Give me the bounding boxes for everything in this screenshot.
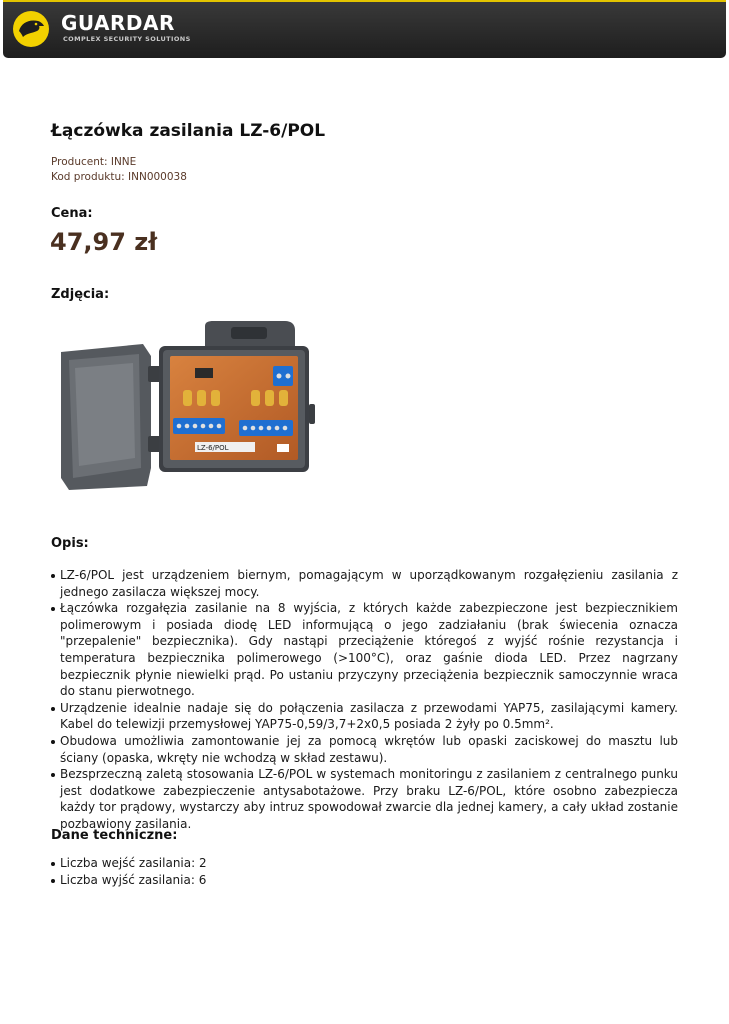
list-item: LZ-6/POL jest urządzeniem biernym, pomagającym w uporządkowanym rozgałęzieniu zasilania z jednego zasilacza większej mocy. bbox=[51, 567, 678, 600]
specs-label: Dane techniczne: bbox=[51, 828, 178, 843]
specs-list bbox=[51, 855, 207, 889]
brand-tagline: COMPLEX SECURITY SOLUTIONS bbox=[63, 35, 191, 43]
product-meta bbox=[51, 155, 187, 185]
list-item: Łączówka rozgałęzia zasilanie na 8 wyjścia, z których każde zabezpieczone jest bezpiecznikiem polimerowym i posiada diodę LED informującą o jego zadziałaniu (brak świecenia oznacza "przepalenie" bezpiecznika). Gdy nastąpi przeciążenie któregoś z wyjść rośnie rezystancja i temperatura bezpiecznika polimerowego (>100°C), oraz gaśnie dioda LED. Przez nagrzany bezpiecznik płynie niewielki prąd. Po ustaniu przyczyny przeciążenia bezpiecznik samoczynnie wraca do stanu pierwotnego. bbox=[51, 600, 678, 700]
list-item: Bezsprzeczną zaletą stosowania LZ-6/POL w systemach monitoringu z zasilaniem z centralnego punku jest dodatkowe zabezpieczenie antysabotażowe. Przy braku LZ-6/POL, które osobno zabezpiecza każdy tor prądowy, wystarczy aby intruz spowodował zwarcie dla jednej kamery, a cały układ zostanie pozbawiony zasilania. bbox=[51, 766, 678, 832]
header-accent-line bbox=[3, 0, 726, 2]
product-photo[interactable] bbox=[55, 318, 317, 498]
list-item: Liczba wejść zasilania: 2 bbox=[51, 855, 207, 872]
price-label: Cena: bbox=[51, 206, 93, 221]
list-item: Obudowa umożliwia zamontowanie jej za pomocą wkrętów lub opaski zaciskowej do masztu lub ściany (opaska, wkręty nie wchodzą w skład zestawu). bbox=[51, 733, 678, 766]
site-header bbox=[3, 0, 726, 58]
description-list bbox=[51, 567, 678, 833]
brand-name[interactable]: GUARDAR bbox=[61, 11, 175, 35]
eagle-icon[interactable] bbox=[13, 11, 49, 47]
photo-model-label: LZ-6/POL bbox=[197, 444, 229, 452]
list-item: Liczba wyjść zasilania: 6 bbox=[51, 872, 207, 889]
producer-text: Producent: INNE bbox=[51, 156, 137, 168]
list-item: Urządzenie idealnie nadaje się do połączenia zasilacza z przewodami YAP75, zasilającymi kamery. Kabel do telewizji przemysłowej YAP75-0,59/3,7+2x0,5 posiada 2 żyły po 0.5mm². bbox=[51, 700, 678, 733]
product-code-text: Kod produktu: INN000038 bbox=[51, 171, 187, 183]
description-label: Opis: bbox=[51, 536, 89, 551]
photos-label: Zdjęcia: bbox=[51, 287, 110, 302]
product-price: 47,97 zł bbox=[50, 228, 158, 256]
product-title: Łączówka zasilania LZ-6/POL bbox=[51, 121, 326, 141]
